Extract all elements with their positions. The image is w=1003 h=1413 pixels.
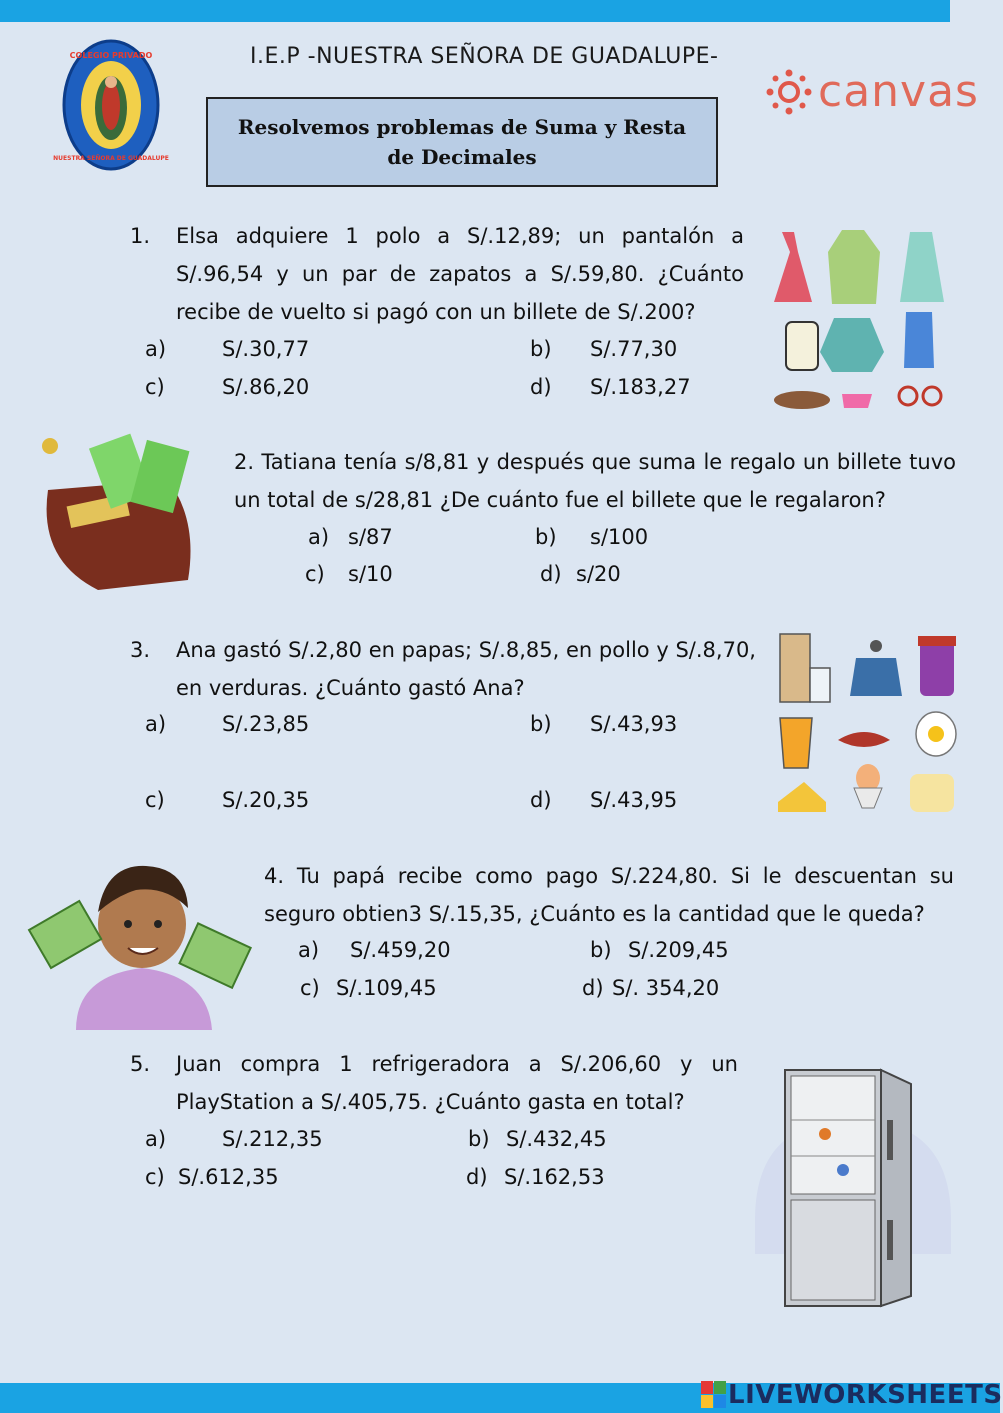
liveworksheets-logo <box>700 1380 1003 1410</box>
q2-option-d-letter: d) <box>540 562 562 586</box>
q3-option-d-value[interactable]: S/.43,95 <box>590 788 678 812</box>
q3-option-b-letter: b) <box>530 712 552 736</box>
q5-option-a-letter: a) <box>145 1127 167 1151</box>
svg-text:COLEGIO PRIVADO: COLEGIO PRIVADO <box>69 51 153 60</box>
q4-option-c-value[interactable]: S/.109,45 <box>336 976 437 1000</box>
q2-option-b-letter: b) <box>535 525 557 549</box>
q1-option-b-letter: b) <box>530 337 552 361</box>
q3-option-d-letter: d) <box>530 788 552 812</box>
canvas-logo-icon <box>766 69 812 115</box>
question-3 <box>130 631 756 707</box>
q3-option-c-value[interactable]: S/.20,35 <box>222 788 310 812</box>
school-name: I.E.P -NUESTRA SEÑORA DE GUADALUPE- <box>250 44 719 69</box>
question-3-number: 3. <box>130 638 151 662</box>
q1-option-a-value[interactable]: S/.30,77 <box>222 337 310 361</box>
top-accent-bar <box>0 0 950 22</box>
q4-option-b-value[interactable]: S/.209,45 <box>628 938 729 962</box>
q3-option-b-value[interactable]: S/.43,93 <box>590 712 678 736</box>
q3-option-c-letter: c) <box>145 788 165 812</box>
q1-option-c-value[interactable]: S/.86,20 <box>222 375 310 399</box>
clothes-illustration <box>772 222 958 414</box>
q5-option-b-value[interactable]: S/.432,45 <box>506 1127 607 1151</box>
question-3-text: Ana gastó S/.2,80 en papas; S/.8,85, en pollo y S/.8,70, en verduras. ¿Cuánto gastó Ana? <box>176 638 756 700</box>
q2-option-a-letter: a) <box>308 525 330 549</box>
q4-option-c-letter: c) <box>300 976 320 1000</box>
question-1-text: Elsa adquiere 1 polo a S/.12,89; un pantalón a S/.96,54 y un par de zapatos a S/.59,80. ¿Cuánto recibe de vuelto si pagó con un billete de S/.200? <box>176 224 744 324</box>
q3-option-a-letter: a) <box>145 712 167 736</box>
question-5-number: 5. <box>130 1052 151 1076</box>
q1-option-a-letter: a) <box>145 337 167 361</box>
q2-option-c-value[interactable]: s/10 <box>348 562 393 586</box>
worksheet-title: Resolvemos problemas de Suma y Resta de Decimales <box>237 115 687 169</box>
q4-option-a-value[interactable]: S/.459,20 <box>350 938 451 962</box>
q2-option-b-value[interactable]: s/100 <box>590 525 649 549</box>
q2-option-a-value[interactable]: s/87 <box>348 525 393 549</box>
q5-option-c-letter: c) <box>145 1165 165 1189</box>
q2-option-c-letter: c) <box>305 562 325 586</box>
question-2 <box>234 443 956 519</box>
question-5-text: Juan compra 1 refrigeradora a S/.206,60 y un PlayStation a S/.405,75. ¿Cuánto gasta en total? <box>176 1052 738 1114</box>
liveworksheets-logo-text: LIVEWORKSHEETS <box>728 1380 1003 1410</box>
question-1-number: 1. <box>130 224 151 248</box>
food-illustration <box>774 628 960 818</box>
q4-option-d-letter: d) <box>582 976 604 1000</box>
school-crest-logo <box>53 38 169 172</box>
refrigerator-illustration <box>755 1060 951 1318</box>
q5-option-d-value[interactable]: S/.162,53 <box>504 1165 605 1189</box>
q5-option-a-value[interactable]: S/.212,35 <box>222 1127 323 1151</box>
q5-option-b-letter: b) <box>468 1127 490 1151</box>
canvas-logo-text: canvas <box>818 66 979 117</box>
question-2-number: 2. <box>234 450 255 474</box>
liveworksheets-badge-icon <box>700 1380 728 1410</box>
question-2-text: Tatiana tenía s/8,81 y después que suma le regalo un billete tuvo un total de s/28,81 ¿De cuánto fue el billete que le regalaron? <box>234 450 956 512</box>
q4-option-a-letter: a) <box>298 938 320 962</box>
boy-with-money-illustration <box>36 856 246 1030</box>
question-1 <box>130 217 744 331</box>
question-5 <box>130 1045 738 1121</box>
question-4-number: 4. <box>264 864 285 888</box>
q1-option-c-letter: c) <box>145 375 165 399</box>
q1-option-b-value[interactable]: S/.77,30 <box>590 337 678 361</box>
q1-option-d-letter: d) <box>530 375 552 399</box>
q4-option-b-letter: b) <box>590 938 612 962</box>
q1-option-d-value[interactable]: S/.183,27 <box>590 375 691 399</box>
canvas-logo <box>766 66 979 117</box>
worksheet-title-box <box>206 97 718 187</box>
q2-option-d-value[interactable]: s/20 <box>576 562 621 586</box>
q5-option-d-letter: d) <box>466 1165 488 1189</box>
q5-option-c-value[interactable]: S/.612,35 <box>178 1165 279 1189</box>
q3-option-a-value[interactable]: S/.23,85 <box>222 712 310 736</box>
q4-option-d-value[interactable]: S/. 354,20 <box>612 976 720 1000</box>
money-purse-illustration <box>38 430 200 596</box>
question-4-text: Tu papá recibe como pago S/.224,80. Si le descuentan su seguro obtien3 S/.15,35, ¿Cuánto es la cantidad que le queda? <box>264 864 954 926</box>
question-4 <box>264 857 954 933</box>
svg-text:NUESTRA SEÑORA DE GUADALUPE: NUESTRA SEÑORA DE GUADALUPE <box>53 155 169 162</box>
